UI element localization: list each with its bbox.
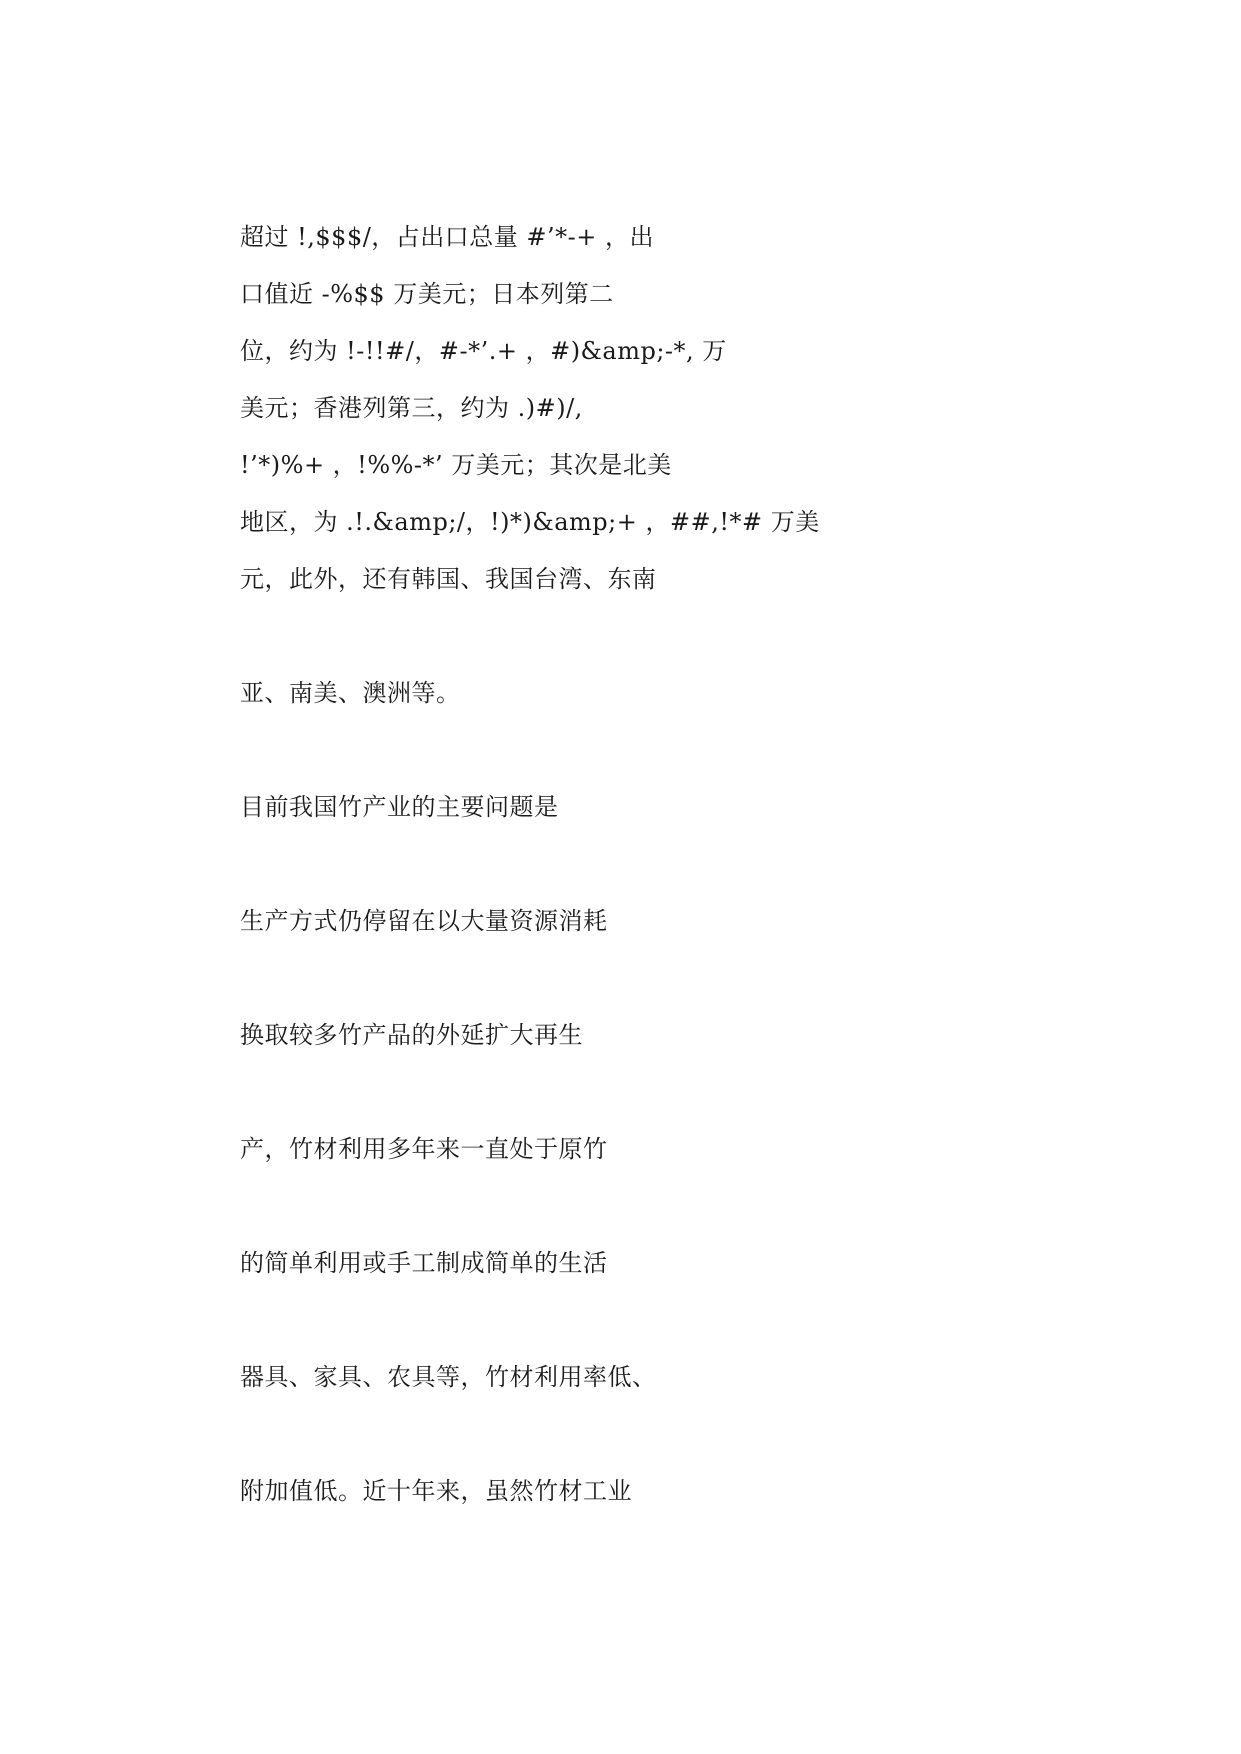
text-line-2: 口值近 -%$$ 万美元；日本列第二 — [240, 280, 614, 308]
text-line-6: 地区，为 .!.&amp;/，!)*)&amp;+ ，##,!*# 万美 — [240, 508, 820, 536]
text-line-3: 位，约为 !-!!#/，#-*’.+ ，#)&amp;-*, 万 — [240, 337, 727, 365]
text-line-12: 产，竹材利用多年来一直处于原竹 — [240, 1135, 608, 1163]
text-line-4: 美元；香港列第三，约为 .)#)/, — [240, 394, 583, 422]
text-line-8: 亚、南美、澳洲等。 — [240, 679, 461, 707]
text-line-1: 超过 !,$$$/，占出口总量 #’*-+ ，出 — [240, 223, 655, 251]
text-line-7: 元，此外，还有韩国、我国台湾、东南 — [240, 565, 657, 593]
text-line-13: 的简单利用或手工制成简单的生活 — [240, 1249, 608, 1277]
text-line-10: 生产方式仍停留在以大量资源消耗 — [240, 907, 608, 935]
text-line-15: 附加值低。近十年来，虽然竹材工业 — [240, 1477, 632, 1505]
text-line-14: 器具、家具、农具等，竹材利用率低、 — [240, 1363, 657, 1391]
text-line-5: !’*)%+ ，!%%-*’ 万美元；其次是北美 — [240, 451, 672, 479]
text-line-11: 换取较多竹产品的外延扩大再生 — [240, 1021, 583, 1049]
text-line-9: 目前我国竹产业的主要问题是 — [240, 793, 559, 821]
